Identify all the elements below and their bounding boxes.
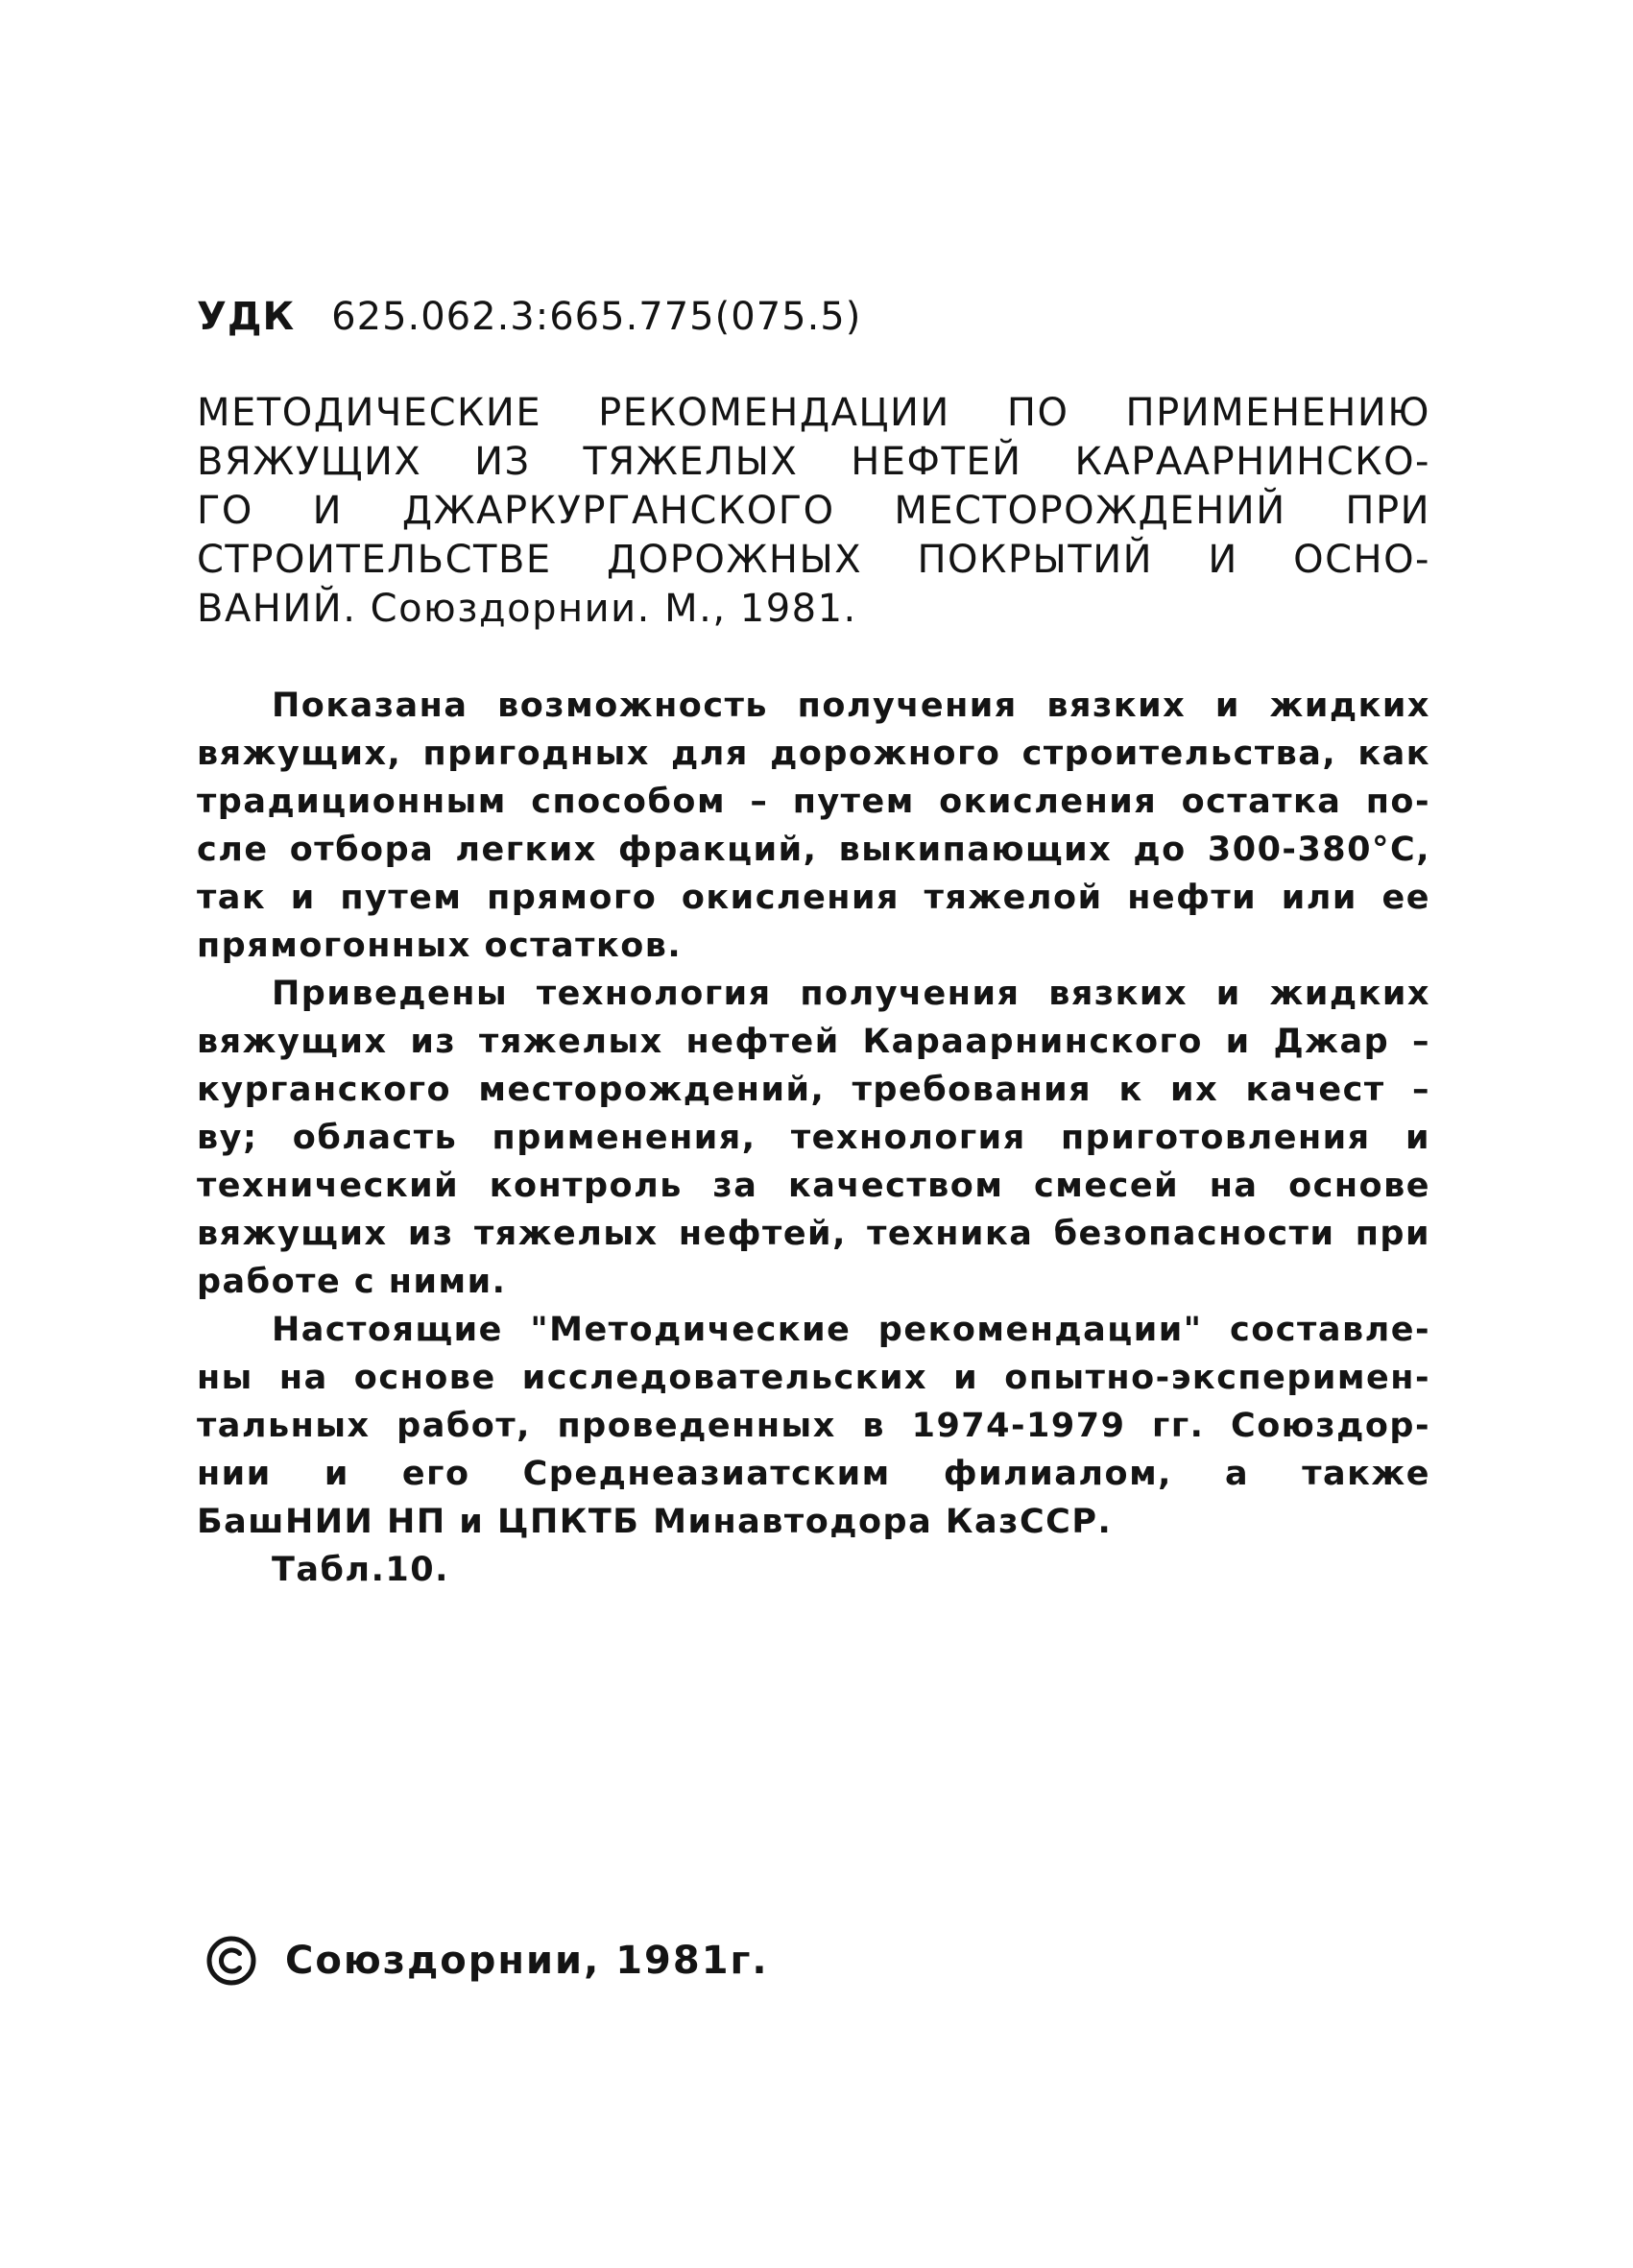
title-line: СТРОИТЕЛЬСТВЕ ДОРОЖНЫХ ПОКРЫТИЙ И ОСНО- [197, 538, 1430, 582]
copyright-text: Союздорнии, 1981г. [285, 1939, 769, 1983]
text-line: тальных работ, проведенных в 1974-1979 гг. Союздор- [197, 1407, 1430, 1445]
abstract-paragraph-1 [197, 682, 1430, 970]
text-line: нии и его Среднеазиатским филиалом, а также [197, 1455, 1430, 1493]
text-line: ву; область применения, технология приготовления и [197, 1119, 1430, 1157]
udk-label: УДК [197, 295, 296, 339]
title-line: ГО И ДЖАРКУРГАНСКОГО МЕСТОРОЖДЕНИЙ ПРИ [197, 489, 1430, 533]
text-line: Показана возможность получения вязких и жидких [272, 687, 1430, 725]
abstract [197, 682, 1430, 1594]
abstract-paragraph-3 [197, 1306, 1430, 1546]
text-line: вяжущих, пригодных для дорожного строительства, как [197, 735, 1430, 773]
text-line: вяжущих из тяжелых нефтей, техника безопасности при [197, 1215, 1430, 1253]
tables-note: Табл.10. [272, 1551, 449, 1589]
document-title [197, 389, 1430, 634]
text-line: прямогонных остатков. [197, 927, 683, 965]
title-line: ВАНИЙ. Союздорнии. М., 1981. [197, 587, 857, 631]
text-line: БашНИИ НП и ЦПКТБ Минавтодора КазССР. [197, 1503, 1113, 1541]
udk-code: 625.062.3:665.775(075.5) [331, 295, 862, 339]
tables-note-paragraph [197, 1546, 1430, 1594]
text-line: Приведены технология получения вязких и жидких [272, 975, 1430, 1013]
text-line: технический контроль за качеством смесей на основе [197, 1167, 1430, 1205]
text-line: традиционным способом – путем окисления остатка по- [197, 783, 1430, 821]
title-line: ВЯЖУЩИХ ИЗ ТЯЖЕЛЫХ НЕФТЕЙ КАРААРНИНСКО- [197, 440, 1430, 484]
text-line: курганского месторождений, требования к их качест – [197, 1071, 1430, 1109]
udk-line [197, 293, 861, 341]
copyright-notice [206, 1932, 769, 1990]
copyright-icon [206, 1936, 256, 1986]
text-line: вяжущих из тяжелых нефтей Караарнинского и Джар – [197, 1023, 1430, 1061]
text-line: сле отбора легких фракций, выкипающих до 300-380°С, [197, 831, 1430, 869]
title-line: МЕТОДИЧЕСКИЕ РЕКОМЕНДАЦИИ ПО ПРИМЕНЕНИЮ [197, 391, 1430, 435]
abstract-paragraph-2 [197, 970, 1430, 1306]
text-line: ны на основе исследовательских и опытно-эксперимен- [197, 1359, 1430, 1397]
text-line: так и путем прямого окисления тяжелой нефти или ее [197, 879, 1430, 917]
text-line: работе с ними. [197, 1263, 507, 1301]
text-line: Настоящие "Методические рекомендации" составле- [272, 1311, 1430, 1349]
